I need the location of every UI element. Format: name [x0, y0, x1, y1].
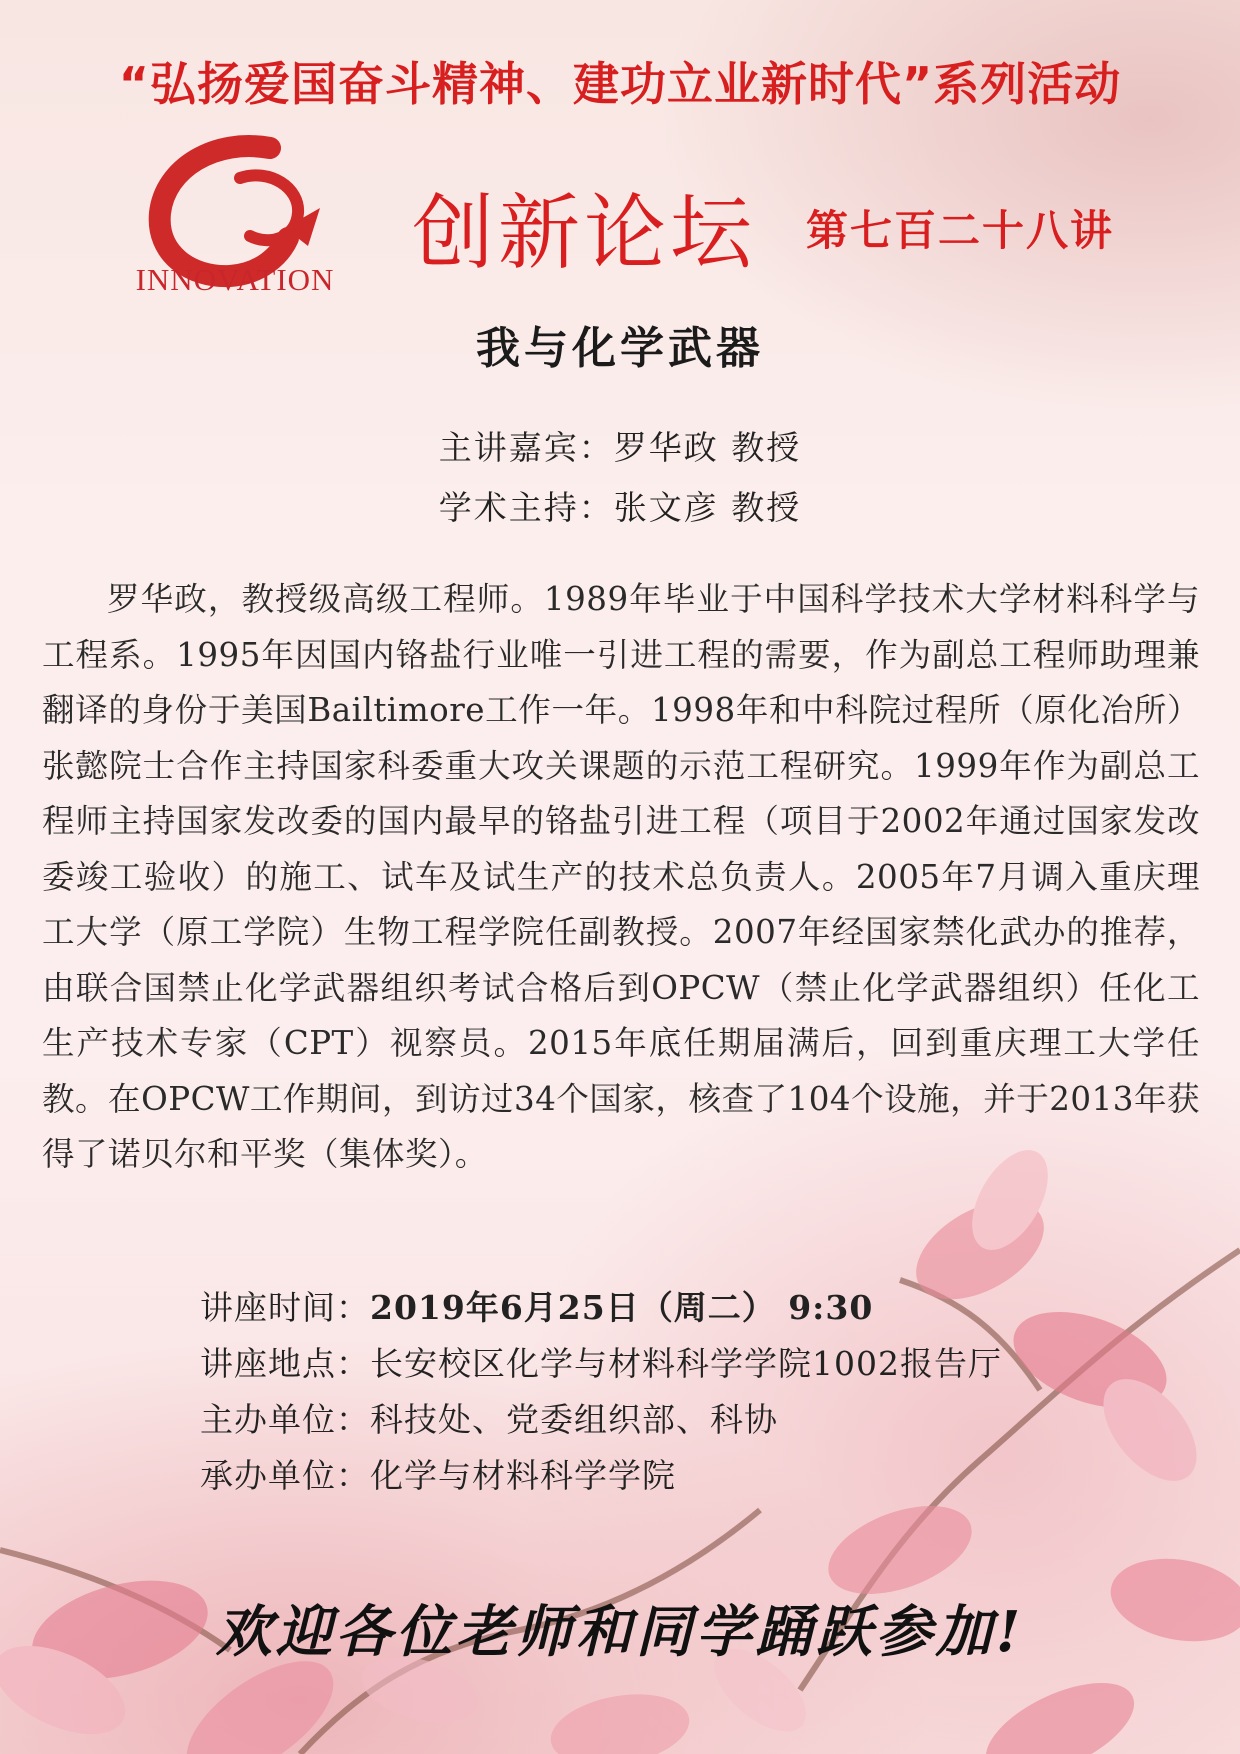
speaker-bio: 罗华政，教授级高级工程师。1989年毕业于中国科学技术大学材料科学与工程系。1995年因国内铬盐行业唯一引进工程的需要，作为副总工程师助理兼翻译的身份于美国Bailtimore工作一年。1998年和中科院过程所（原化冶所）张懿院士合作主持国家科委重大攻关课题的示范工程研究。1999年作为副总工程师主持国家发改委的国内最早的铬盐引进工程（项目于2002年通过国家发改委竣工验收）的施工、试车及试生产的技术总负责人。2005年7月调入重庆理工大学（原工学院）生物工程学院任副教授。2007年经国家禁化武办的推荐，由联合国禁止化学武器组织考试合格后到OPCW（禁止化学武器组织）任化工生产技术专家（CPT）视察员。2015年底任期届满后，回到重庆理工大学任教。在OPCW工作期间，到访过34个国家，核查了104个设施，并于2013年获得了诺贝尔和平奖（集体奖）。 [42, 580, 1200, 1173]
speaker-label: 主讲嘉宾： [438, 428, 614, 467]
time-row [200, 1280, 1002, 1336]
speaker-name: 罗华政 教授 [613, 428, 802, 467]
forum-issue: 第七百二十八讲 [806, 206, 1115, 255]
place-value: 长安校区化学与材料科学学院1002报告厅 [370, 1344, 1002, 1383]
series-title: “弘扬爱国奋斗精神、建功立业新时代”系列活动 [118, 57, 1122, 111]
host-unit-value: 化学与材料科学学院 [370, 1456, 676, 1495]
host-row [0, 478, 1240, 538]
host-name: 张文彦 教授 [613, 488, 802, 527]
organizer-row [200, 1392, 1002, 1448]
place-label: 讲座地点： [200, 1344, 370, 1383]
forum-name: 创新论坛 [412, 186, 757, 281]
speaker-row [0, 418, 1240, 478]
organizer-label: 主办单位： [200, 1400, 370, 1439]
time-value: 2019年6月25日（周二） 9:30 [370, 1288, 874, 1327]
place-row [200, 1336, 1002, 1392]
lecture-title: 我与化学武器 [476, 323, 764, 374]
speaker-info [0, 418, 1240, 538]
host-unit-label: 承办单位： [200, 1456, 370, 1495]
welcome-message: 欢迎各位老师和同学踊跃参加! [215, 1599, 1025, 1665]
time-label: 讲座时间： [200, 1288, 370, 1327]
organizer-value: 科技处、党委组织部、科协 [370, 1400, 778, 1439]
event-info [200, 1280, 1002, 1504]
host-unit-row [200, 1448, 1002, 1504]
host-label: 学术主持： [438, 488, 614, 527]
logo-text: INNOVATION [135, 262, 335, 297]
